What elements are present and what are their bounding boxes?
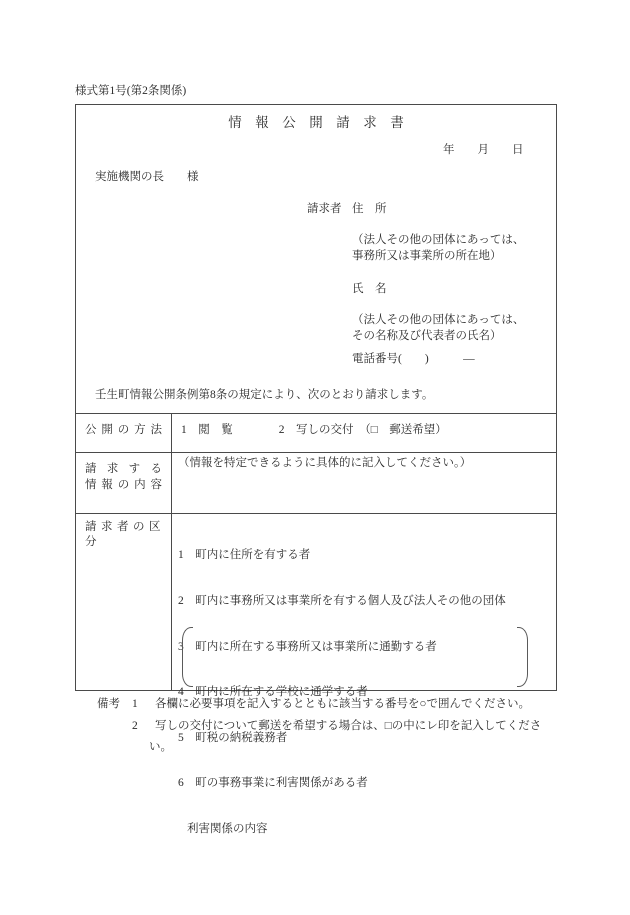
- requester-label: 請求者: [307, 203, 342, 215]
- interest-relation-label: 利害関係の内容: [187, 822, 268, 835]
- kubun-item: 6 町の事務事業に利害関係がある者: [178, 777, 368, 790]
- method-row-value: 1 閲 覧 2 写しの交付 （□ 郵送希望）: [181, 424, 447, 436]
- content-row-label-line2: 情 報 の 内 容: [85, 479, 162, 491]
- kubun-item: 4 町内に所在する学校に通学する者: [178, 686, 368, 699]
- page-title: 情 報 公 開 請 求 書: [228, 115, 404, 130]
- phone-label: 電話番号( ) ―: [352, 353, 475, 365]
- notes-label: 備考: [97, 698, 120, 710]
- kubun-item: 1 町内に住所を有する者: [178, 549, 311, 562]
- address-label: 住 所: [352, 203, 387, 215]
- bracket-left-icon: [182, 627, 193, 687]
- addressee-line: 実施機関の長 様: [95, 171, 199, 183]
- kubun-item: 5 町税の納税義務者: [178, 731, 288, 744]
- note-2-number: 2: [132, 720, 138, 732]
- declaration-text: 壬生町情報公開条例第8条の規定により、次のとおり請求します。: [95, 389, 434, 401]
- kubun-row-label: 請求者の区分: [85, 521, 162, 548]
- table-divider-top: [76, 413, 556, 414]
- table-divider-method: [76, 452, 556, 453]
- name-note-line2: その名称及び代表者の氏名）: [352, 330, 502, 342]
- address-note-line1: （法人その他の団体にあっては、: [352, 234, 525, 246]
- note-1-number: 1: [132, 698, 138, 710]
- form-number-label: 様式第1号(第2条関係): [75, 85, 187, 97]
- content-row-label-line1: 請 求 す る: [85, 463, 162, 475]
- note-2-text: 写しの交付について郵送を希望する場合は、□の中にレ印を記入してくださ: [155, 720, 542, 732]
- content-row-hint: （情報を特定できるように具体的に記入してください。）: [178, 457, 472, 469]
- table-divider-content: [76, 513, 556, 514]
- name-note-line1: （法人その他の団体にあっては、: [352, 314, 525, 326]
- method-row-label: 公 開 の 方 法: [85, 424, 162, 436]
- kubun-item: 2 町内に事務所又は事業所を有する個人及び法人その他の団体: [178, 595, 506, 607]
- date-line: 年 月 日: [443, 144, 524, 156]
- bracket-right-icon: [517, 627, 528, 687]
- kubun-item: 3 町内に所在する事務所又は事業所に通勤する者: [178, 640, 437, 653]
- address-note-line2: 事務所又は事業所の所在地）: [352, 250, 502, 262]
- table-column-divider: [171, 414, 172, 690]
- name-label: 氏 名: [352, 283, 387, 295]
- kubun-item-list: [178, 518, 506, 868]
- note-1-text: 各欄に必要事項を記入するとともに該当する番号を○で囲んでください。: [155, 698, 530, 710]
- note-2-continuation: い。: [149, 741, 172, 753]
